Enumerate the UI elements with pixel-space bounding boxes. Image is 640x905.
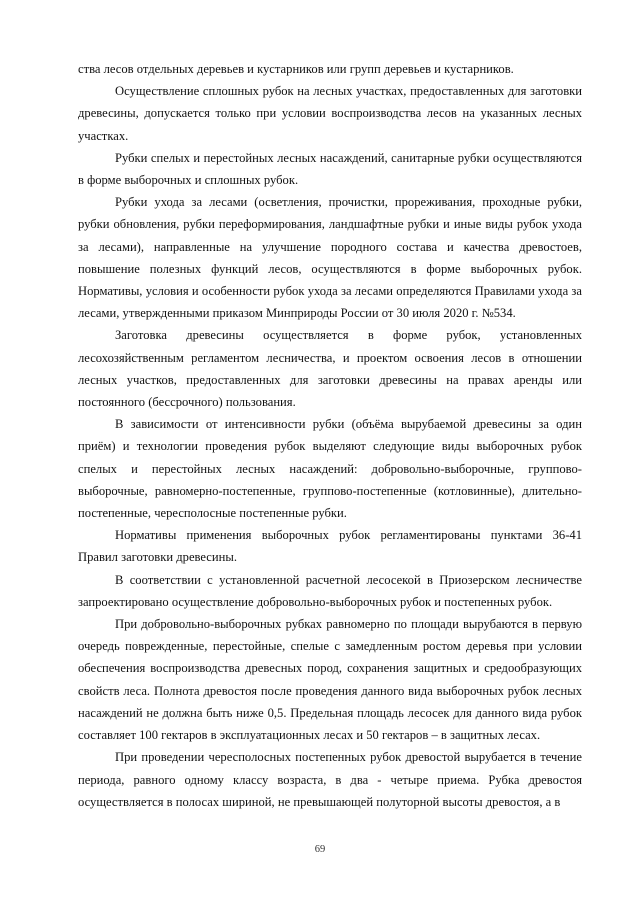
page-number: 69 bbox=[314, 844, 326, 855]
paragraph: В зависимости от интенсивности рубки (объёма вырубаемой древесины за один приём) и технологии проведения рубок выделяют следующие виды выборочных рубок спелых и перестойных лесных насаждений: добровольно-выборочные, группово-выборочные, равномерно-постепенные, группово-постепенные (котловинные), длительно-постепенные, чересполосные постепенные рубки. bbox=[78, 417, 582, 521]
paragraph: При добровольно-выборочных рубках равномерно по площади вырубаются в первую очередь поврежденные, перестойные, спелые с замедленным ростом деревья при условии обеспечения воспроизводства древесных пород, сохранения защитных и средообразующих свойств леса. Полнота древостоя после проведения данного вида выборочных рубок лесных насаждений не должна быть ниже 0,5. Предельная площадь лесосек для данного вида рубок составляет 100 гектаров в эксплуатационных лесах и 50 гектаров – в защитных лесах. bbox=[78, 617, 582, 743]
body-text bbox=[78, 58, 582, 813]
paragraph: ства лесов отдельных деревьев и кустарников или групп деревьев и кустарников. bbox=[78, 62, 514, 76]
paragraph: Рубки спелых и перестойных лесных насаждений, санитарные рубки осуществляются в форме выборочных и сплошных рубок. bbox=[78, 150, 582, 188]
paragraph: Рубки ухода за лесами (осветления, прочистки, прореживания, проходные рубки, рубки обновления, рубки переформирования, ландшафтные рубки и иные виды рубок ухода за лесами), направленные на улучшение породного состава и качества древостоев, повышение полезных функций лесов, осуществляются в форме выборочных рубок. Нормативы, условия и особенности рубок ухода за лесами определяются Правилами ухода за лесами, утвержденными приказом Минприроды России от 30 июля 2020 г. №534. bbox=[78, 195, 582, 321]
paragraph: Осуществление сплошных рубок на лесных участках, предоставленных для заготовки древесины, допускается только при условии воспроизводства лесов на указанных лесных участках. bbox=[78, 84, 582, 143]
paragraph: Заготовка древесины осуществляется в форме рубок, установленных лесохозяйственным регламентом лесничества, и проектом освоения лесов в отношении лесных участков, предоставленных для заготовки древесины на правах аренды или постоянного (бессрочного) пользования. bbox=[78, 328, 582, 410]
paragraph: В соответствии с установленной расчетной лесосекой в Приозерском лесничестве запроектировано осуществление добровольно-выборочных рубок и постепенных рубок. bbox=[78, 572, 582, 609]
paragraph: Нормативы применения выборочных рубок регламентированы пунктами 36-41 Правил заготовки древесины. bbox=[78, 528, 582, 565]
paragraph: При проведении чересполосных постепенных рубок древостой вырубается в течение периода, равного одному классу возраста, в два - четыре приема. Рубка древостоя осуществляется в полосах шириной, не превышающей полуторной высоты древостоя, а в bbox=[78, 750, 582, 809]
